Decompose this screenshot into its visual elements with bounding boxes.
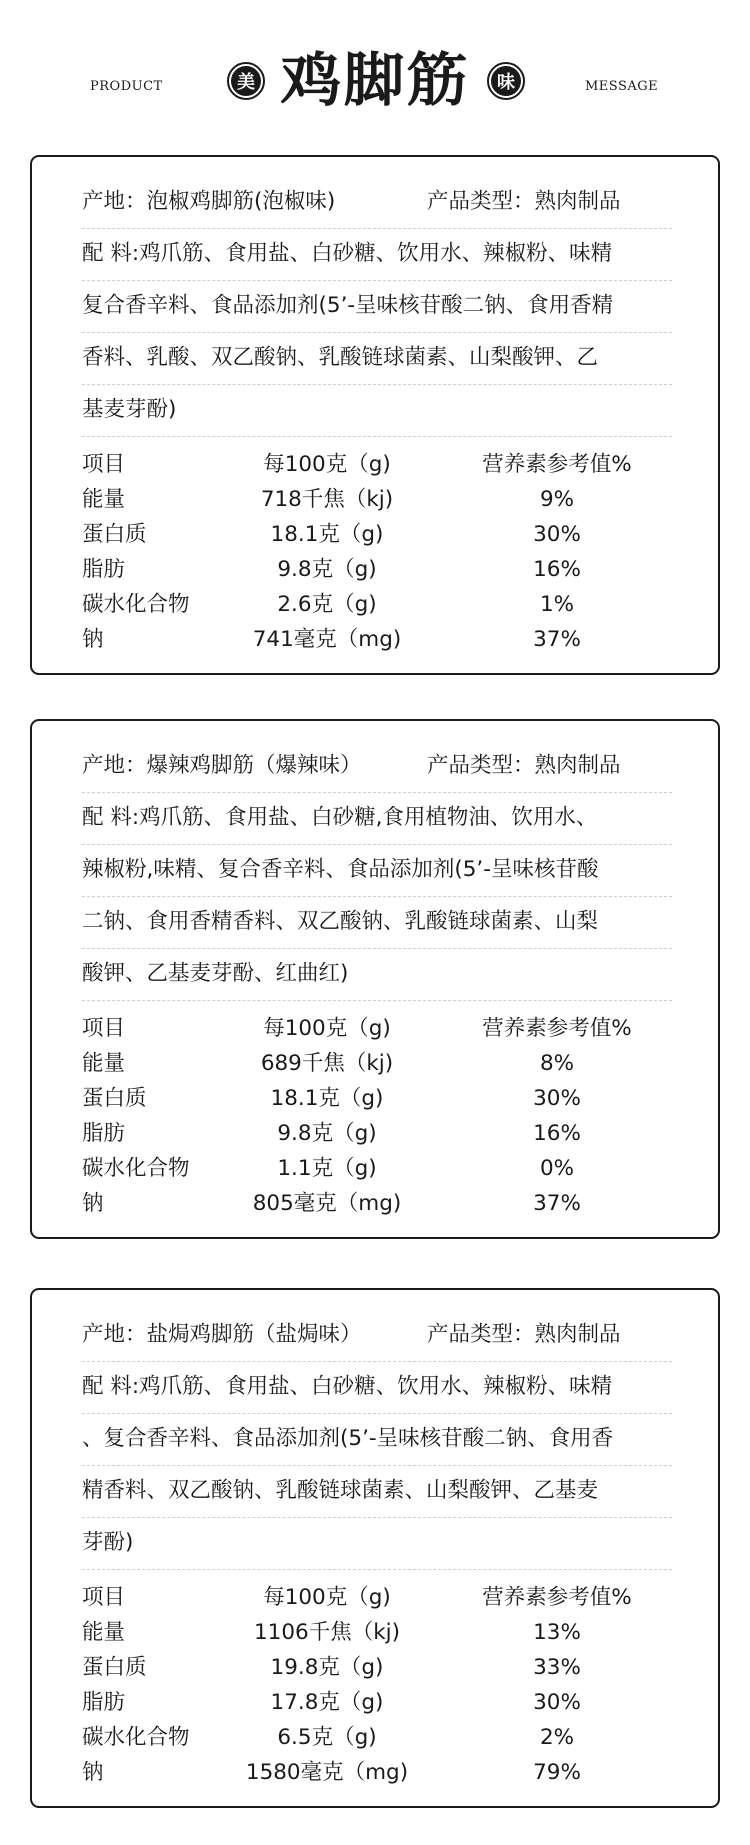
nutrient-name: 蛋白质 — [82, 1086, 147, 1111]
nutrient-amount: 1.1克（g) — [277, 1156, 377, 1181]
nutrient-nrv: 0% — [539, 1156, 575, 1181]
nutrition-row — [82, 482, 682, 517]
product-card-pickled-pepper — [30, 155, 720, 675]
ingredient-line: 二钠、食用香精香料、双乙酸钠、乳酸链球菌素、山梨 — [82, 897, 672, 949]
nutrition-row — [82, 1650, 682, 1685]
nutrition-header-row — [82, 1580, 682, 1615]
header-per100g: 每100克（g) — [263, 452, 391, 477]
page-header — [0, 0, 750, 150]
nutrient-amount: 19.8克（g) — [270, 1655, 384, 1680]
origin-text: 产地：盐焗鸡脚筋（盐焗味） — [82, 1322, 362, 1347]
nutrient-amount: 6.5克（g) — [277, 1725, 377, 1750]
nutrition-row — [82, 1186, 682, 1221]
nutrient-nrv: 30% — [533, 1086, 581, 1111]
nutrition-row — [82, 1615, 682, 1650]
nutrition-row — [82, 1081, 682, 1116]
nutrient-nrv: 30% — [533, 1690, 581, 1715]
nutrient-amount: 1106千焦（kj) — [253, 1620, 401, 1645]
nutrient-amount: 9.8克（g) — [277, 1121, 377, 1146]
nutrition-table — [82, 447, 682, 657]
nutrient-name: 脂肪 — [82, 1121, 126, 1146]
nutrient-nrv: 79% — [533, 1760, 581, 1785]
nutrient-nrv: 33% — [533, 1655, 581, 1680]
info-row — [82, 177, 672, 229]
nutrition-row — [82, 517, 682, 552]
ingredient-line: 基麦芽酚) — [82, 385, 672, 437]
nutrient-amount: 718千焦（kj) — [260, 487, 394, 512]
product-card-extra-spicy — [30, 719, 720, 1239]
ingredient-line: 香料、乳酸、双乙酸钠、乳酸链球菌素、山梨酸钾、乙 — [82, 333, 672, 385]
nutrient-name: 碳水化合物 — [82, 592, 190, 617]
product-type-text: 产品类型：熟肉制品 — [427, 189, 621, 214]
header-item: 项目 — [82, 452, 126, 477]
nutrient-name: 蛋白质 — [82, 522, 147, 547]
message-label: MESSAGE — [585, 79, 659, 94]
nutrient-nrv: 37% — [533, 1191, 581, 1216]
nutrient-name: 碳水化合物 — [82, 1725, 190, 1750]
product-card-salt-baked — [30, 1288, 720, 1808]
product-label: PRODUCT — [90, 79, 163, 94]
nutrient-nrv: 30% — [533, 522, 581, 547]
nutrition-header-row — [82, 447, 682, 482]
nutrient-amount: 1580毫克（mg) — [245, 1760, 409, 1785]
header-per100g: 每100克（g) — [263, 1585, 391, 1610]
nutrition-row — [82, 1685, 682, 1720]
nutrient-nrv: 13% — [533, 1620, 581, 1645]
ingredient-line: 精香料、双乙酸钠、乳酸链球菌素、山梨酸钾、乙基麦 — [82, 1466, 672, 1518]
ingredient-line: 芽酚) — [82, 1518, 672, 1570]
nutrition-table — [82, 1011, 682, 1221]
nutrition-row — [82, 1116, 682, 1151]
nutrient-amount: 17.8克（g) — [270, 1690, 384, 1715]
nutrient-name: 脂肪 — [82, 1690, 126, 1715]
page-title: 鸡脚筋 — [280, 46, 470, 114]
info-row — [82, 741, 672, 793]
ingredient-line: 配 料:鸡爪筋、食用盐、白砂糖、饮用水、辣椒粉、味精 — [82, 229, 672, 281]
nutrient-nrv: 8% — [539, 1051, 575, 1076]
nutrition-row — [82, 1755, 682, 1790]
nutrient-amount: 9.8克（g) — [277, 557, 377, 582]
nutrient-amount: 805毫克（mg) — [252, 1191, 402, 1216]
seal-right-icon: 味 — [489, 64, 523, 98]
nutrient-name: 能量 — [82, 1051, 126, 1076]
nutrition-row — [82, 1720, 682, 1755]
nutrient-name: 能量 — [82, 1620, 126, 1645]
nutrient-name: 钠 — [82, 1191, 104, 1216]
nutrition-header-row — [82, 1011, 682, 1046]
ingredient-line: 复合香辛料、食品添加剂(5’-呈味核苷酸二钠、食用香精 — [82, 281, 672, 333]
nutrient-name: 钠 — [82, 1760, 104, 1785]
ingredient-line: 配 料:鸡爪筋、食用盐、白砂糖,食用植物油、饮用水、 — [82, 793, 672, 845]
header-item: 项目 — [82, 1016, 126, 1041]
nutrient-amount: 741毫克（mg) — [252, 627, 402, 652]
nutrient-name: 蛋白质 — [82, 1655, 147, 1680]
nutrient-nrv: 1% — [539, 592, 575, 617]
header-nrv: 营养素参考值% — [482, 1016, 632, 1041]
nutrient-name: 脂肪 — [82, 557, 126, 582]
header-per100g: 每100克（g) — [263, 1016, 391, 1041]
info-row — [82, 1310, 672, 1362]
nutrient-name: 能量 — [82, 487, 126, 512]
nutrient-name: 碳水化合物 — [82, 1156, 190, 1181]
product-type-text: 产品类型：熟肉制品 — [427, 753, 621, 778]
ingredient-line: 、复合香辛料、食品添加剂(5’-呈味核苷酸二钠、食用香 — [82, 1414, 672, 1466]
nutrient-name: 钠 — [82, 627, 104, 652]
header-nrv: 营养素参考值% — [482, 1585, 632, 1610]
nutrition-row — [82, 587, 682, 622]
nutrient-nrv: 37% — [533, 627, 581, 652]
product-type-text: 产品类型：熟肉制品 — [427, 1322, 621, 1347]
nutrition-row — [82, 622, 682, 657]
header-nrv: 营养素参考值% — [482, 452, 632, 477]
origin-text: 产地：爆辣鸡脚筋（爆辣味） — [82, 753, 362, 778]
nutrient-amount: 689千焦（kj) — [260, 1051, 394, 1076]
nutrition-table — [82, 1580, 682, 1790]
nutrient-amount: 18.1克（g) — [270, 522, 384, 547]
nutrient-amount: 18.1克（g) — [270, 1086, 384, 1111]
header-item: 项目 — [82, 1585, 126, 1610]
seal-left-icon: 美 — [229, 64, 263, 98]
nutrient-nrv: 16% — [533, 1121, 581, 1146]
nutrient-nrv: 16% — [533, 557, 581, 582]
nutrient-nrv: 9% — [539, 487, 575, 512]
ingredient-line: 酸钾、乙基麦芽酚、红曲红) — [82, 949, 672, 1001]
ingredient-line: 辣椒粉,味精、复合香辛料、食品添加剂(5’-呈味核苷酸 — [82, 845, 672, 897]
origin-text: 产地：泡椒鸡脚筋(泡椒味) — [82, 189, 336, 214]
nutrition-row — [82, 552, 682, 587]
ingredient-line: 配 料:鸡爪筋、食用盐、白砂糖、饮用水、辣椒粉、味精 — [82, 1362, 672, 1414]
nutrient-nrv: 2% — [539, 1725, 575, 1750]
nutrition-row — [82, 1046, 682, 1081]
nutrient-amount: 2.6克（g) — [277, 592, 377, 617]
nutrition-row — [82, 1151, 682, 1186]
